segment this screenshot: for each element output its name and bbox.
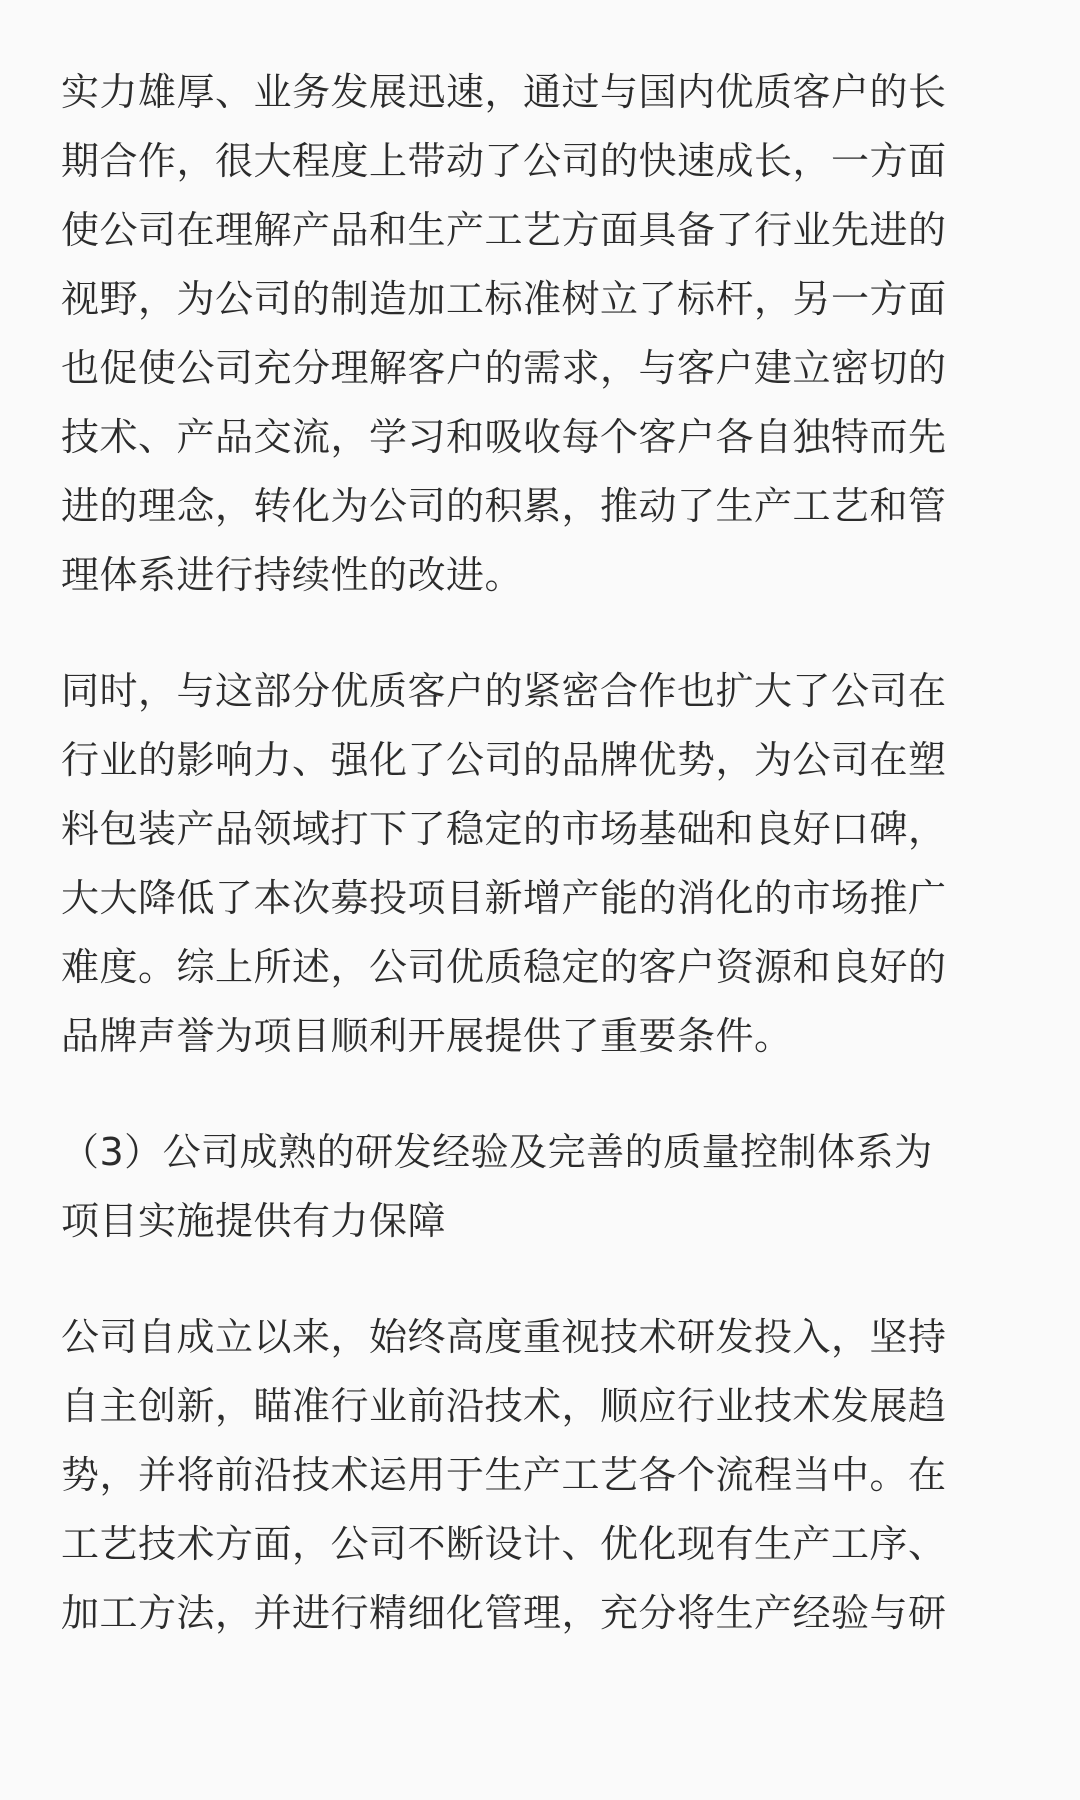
text-line: 品牌声誉为项目顺利开展提供了重要条件。 bbox=[61, 1014, 793, 1058]
heading-line: 项目实施提供有力保障 bbox=[61, 1199, 447, 1243]
text-line: 行业的影响力、强化了公司的品牌优势，为公司在塑 bbox=[61, 738, 947, 782]
text-line: 期合作，很大程度上带动了公司的快速成长，一方面 bbox=[61, 139, 947, 183]
text-line: 也促使公司充分理解客户的需求，与客户建立密切的 bbox=[61, 346, 947, 390]
text-line: 料包装产品领域打下了稳定的市场基础和良好口碑， bbox=[61, 807, 947, 851]
paragraph-rd-investment bbox=[61, 1303, 1021, 1648]
heading-line: （3）公司成熟的研发经验及完善的质量控制体系为 bbox=[61, 1130, 933, 1174]
paragraph-customer-cooperation bbox=[61, 58, 1021, 610]
paragraph-brand-influence bbox=[61, 657, 1021, 1071]
section-heading-3 bbox=[61, 1118, 1021, 1256]
text-line: 难度。综上所述，公司优质稳定的客户资源和良好的 bbox=[61, 945, 947, 989]
text-line: 视野，为公司的制造加工标准树立了标杆，另一方面 bbox=[61, 277, 947, 321]
text-line: 工艺技术方面，公司不断设计、优化现有生产工序、 bbox=[61, 1522, 947, 1566]
text-line: 自主创新，瞄准行业前沿技术，顺应行业技术发展趋 bbox=[61, 1384, 947, 1428]
text-line: 同时，与这部分优质客户的紧密合作也扩大了公司在 bbox=[61, 669, 947, 713]
text-line: 势，并将前沿技术运用于生产工艺各个流程当中。在 bbox=[61, 1453, 947, 1497]
document-body bbox=[61, 58, 1021, 1695]
text-line: 大大降低了本次募投项目新增产能的消化的市场推广 bbox=[61, 876, 947, 920]
text-line: 进的理念，转化为公司的积累，推动了生产工艺和管 bbox=[61, 484, 947, 528]
text-line: 使公司在理解产品和生产工艺方面具备了行业先进的 bbox=[61, 208, 947, 252]
text-line: 技术、产品交流，学习和吸收每个客户各自独特而先 bbox=[61, 415, 947, 459]
text-line: 加工方法，并进行精细化管理，充分将生产经验与研 bbox=[61, 1591, 947, 1635]
text-line: 实力雄厚、业务发展迅速，通过与国内优质客户的长 bbox=[61, 70, 947, 114]
text-line: 公司自成立以来，始终高度重视技术研发投入，坚持 bbox=[61, 1315, 947, 1359]
text-line: 理体系进行持续性的改进。 bbox=[61, 553, 524, 597]
